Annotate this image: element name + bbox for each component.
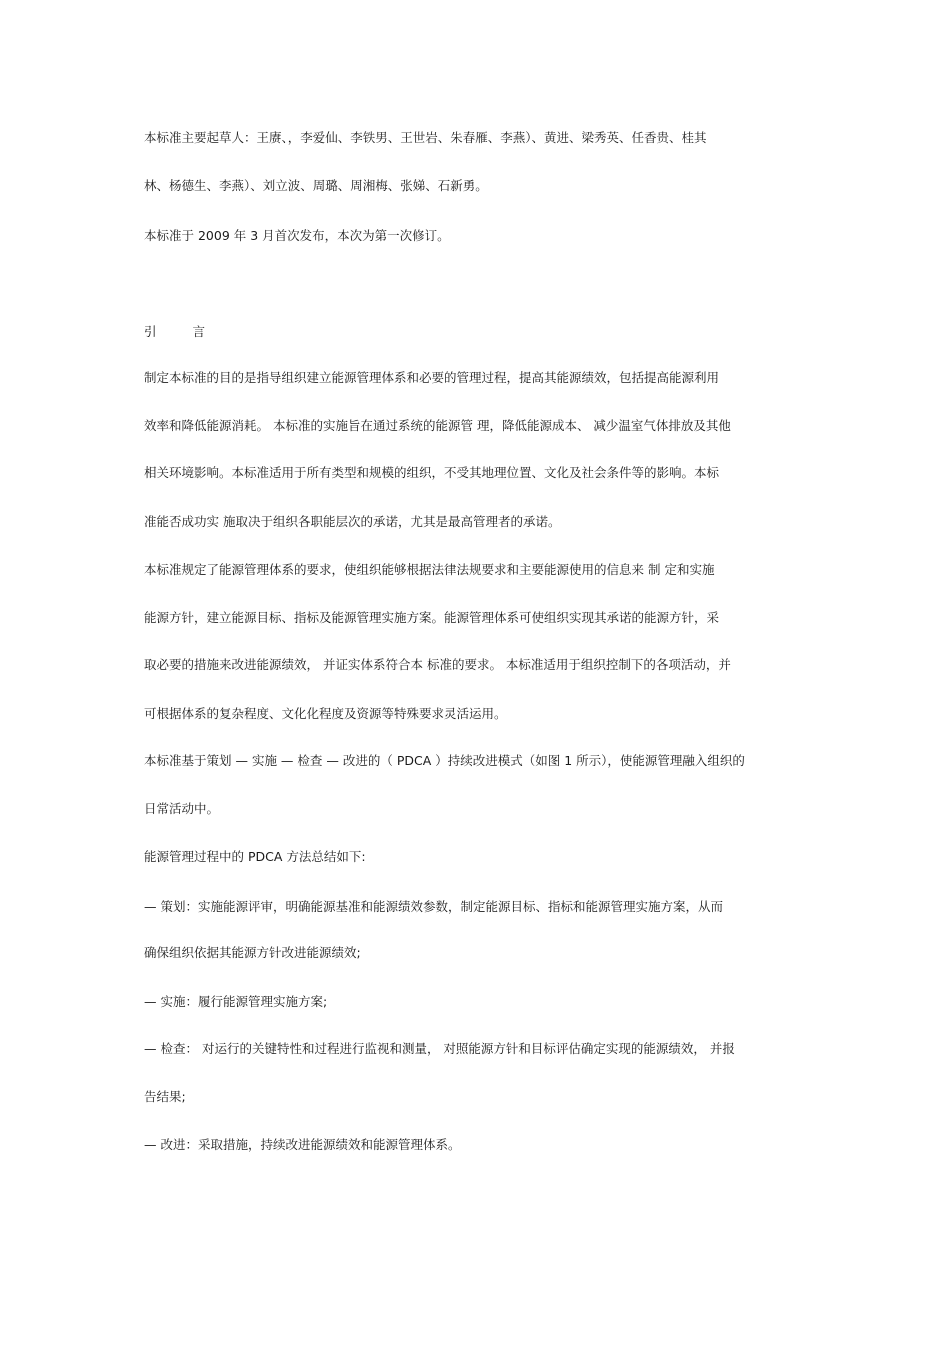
paragraph-line: 效率和降低能源消耗。 本标准的实施旨在通过系统的能源管 理，降低能源成本、 减少温室气体排放及其他	[144, 418, 731, 433]
list-item-act: — 改进：采取措施，持续改进能源绩效和能源管理体系。	[144, 1137, 461, 1152]
paragraph-line: 相关环境影响。本标准适用于所有类型和规模的组织，不受其地理位置、文化及社会条件等的影响。本标	[144, 465, 720, 480]
paragraph-line: 日常活动中。	[144, 801, 220, 816]
paragraph-line: 准能否成功实 施取决于组织各职能层次的承诺，尤其是最高管理者的承诺。	[144, 514, 561, 529]
list-item-do: — 实施：履行能源管理实施方案;	[144, 994, 328, 1009]
drafters-line-2: 林、杨德生、李燕）、刘立波、周璐、周湘梅、张娣、石新勇。	[144, 178, 488, 193]
paragraph-line: 本标准基于策划 — 实施 — 检查 — 改进的（ PDCA ）持续改进模式（如图 1 所示），使能源管理融入组织的	[144, 753, 745, 768]
list-item-check-continued: 告结果;	[144, 1089, 186, 1104]
pdca-summary-intro: 能源管理过程中的 PDCA 方法总结如下:	[144, 849, 366, 864]
paragraph-line: 制定本标准的目的是指导组织建立能源管理体系和必要的管理过程，提高其能源绩效，包括提高能源利用	[144, 370, 720, 385]
list-item-plan-continued: 确保组织依据其能源方针改进能源绩效;	[144, 945, 361, 960]
paragraph-line: 能源方针，建立能源目标、指标及能源管理实施方案。能源管理体系可使组织实现其承诺的能源方针，采	[144, 610, 720, 625]
list-item-check: — 检查： 对运行的关键特性和过程进行监视和测量， 对照能源方针和目标评估确定实现的能源绩效， 并报	[144, 1041, 735, 1056]
paragraph-line: 取必要的措施来改进能源绩效， 并证实体系符合本 标准的要求。 本标准适用于组织控制下的各项活动，并	[144, 657, 731, 672]
section-heading-introduction: 引 言	[144, 324, 221, 339]
publication-note: 本标准于 2009 年 3 月首次发布，本次为第一次修订。	[144, 228, 450, 243]
drafters-line-1: 本标准主要起草人：王赓、，李爱仙、李铁男、王世岩、朱春雁、李燕）、黄进、梁秀英、任香贵、桂其	[144, 130, 707, 145]
paragraph-line: 本标准规定了能源管理体系的要求，使组织能够根据法律法规要求和主要能源使用的信息来 制 定和实施	[144, 562, 715, 577]
paragraph-line: 可根据体系的复杂程度、文化化程度及资源等特殊要求灵活运用。	[144, 706, 507, 721]
list-item-plan: — 策划：实施能源评审，明确能源基准和能源绩效参数，制定能源目标、指标和能源管理实施方案，从而	[144, 899, 723, 914]
